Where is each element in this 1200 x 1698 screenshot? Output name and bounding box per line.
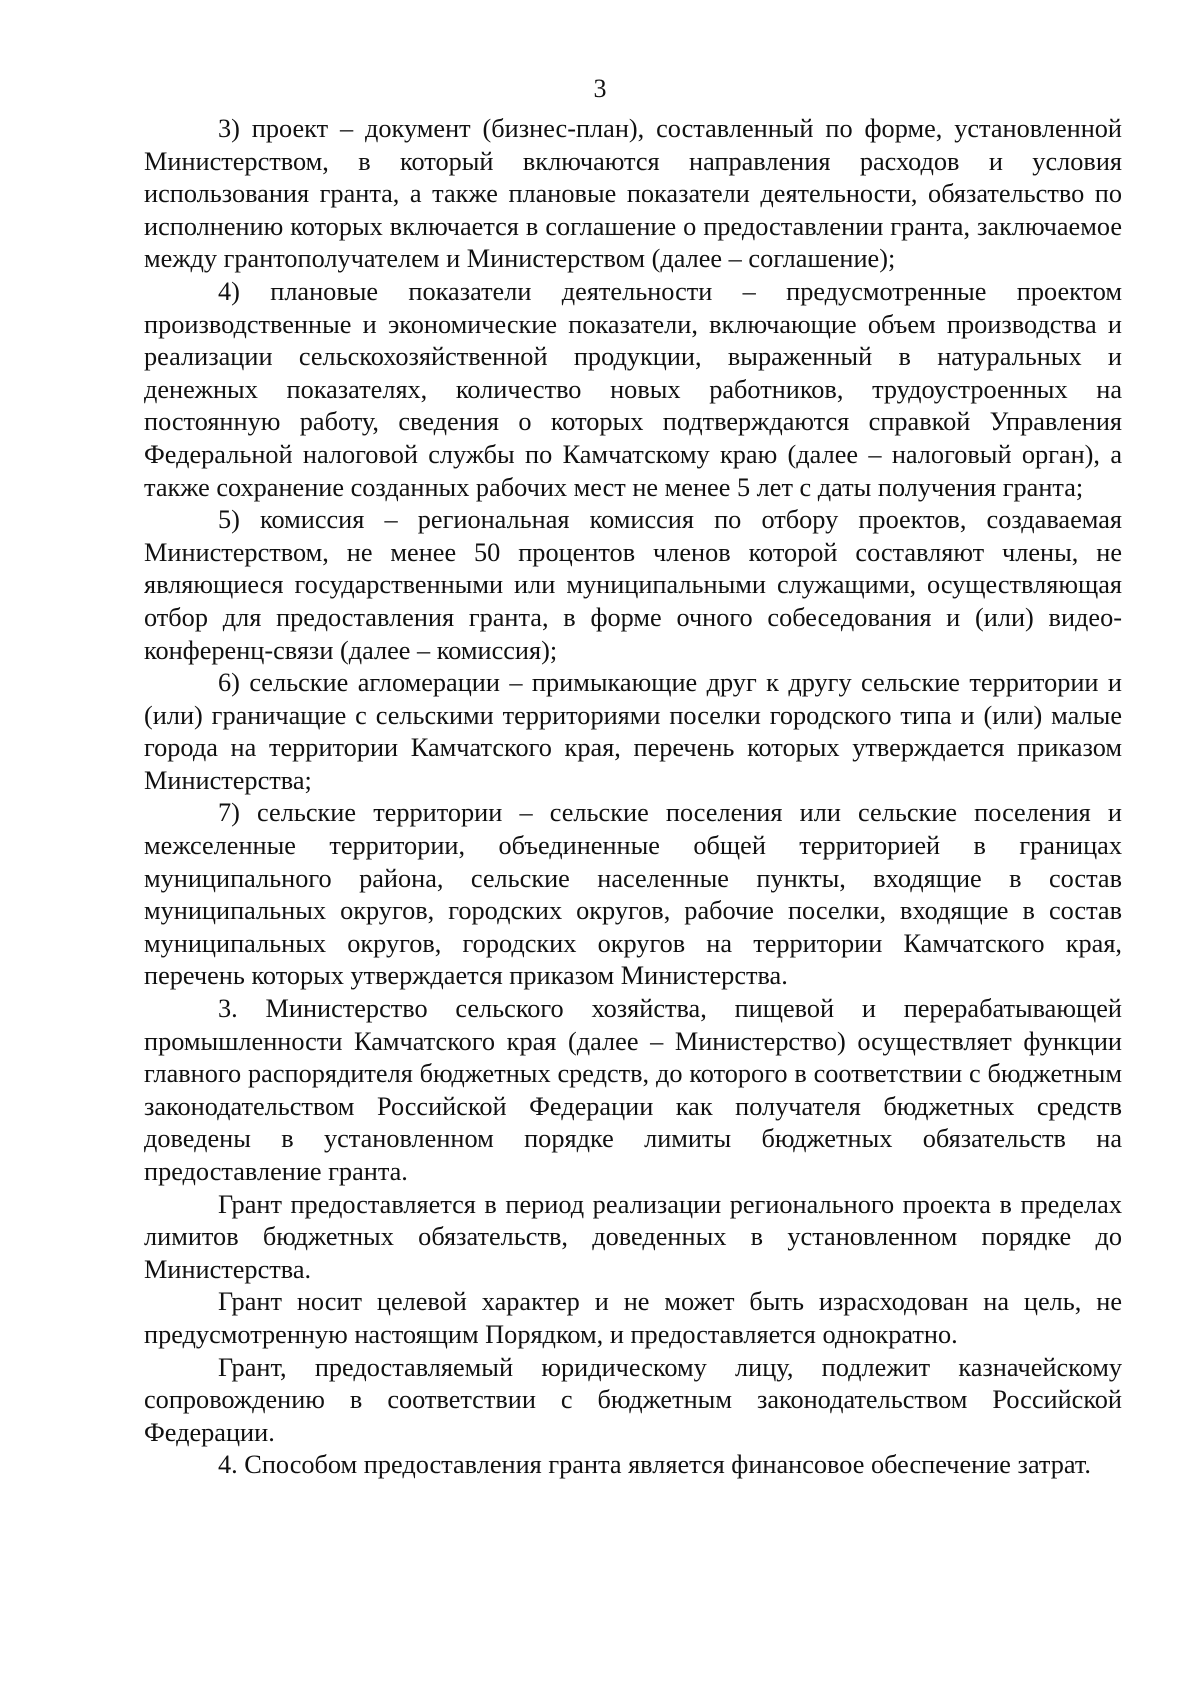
paragraph-definition-agglomerations: 6) сельские агломерации – примыкающие друг к другу сельские территории и (или) граничащие с сельскими территориями поселки городского типа и (или) малые города на территории Камчатского края, перечень которых утверждается приказом Министерства; [144,668,1122,795]
paragraph-definition-project: 3) проект – документ (бизнес-план), составленный по форме, установленной Министерством, в который включаются направления расходов и условия использования гранта, а также плановые показатели деятельности, обязательство по исполнению которых включается в соглашение о предоставлении гранта, заключаемое между грантополучателем и Министерством (далее – соглашение); [144,114,1122,274]
paragraph-definition-indicators: 4) плановые показатели деятельности – предусмотренные проектом производственные и экономические показатели, включающие объем производства и реализации сельскохозяйственной продукции, выраженный в натуральных и денежных показателях, количество новых работников, трудоустроенных на постоянную работу, сведения о которых подтверждаются справкой Управления Федеральной налоговой службы по Камчатскому краю (далее – налоговый орган), а также сохранение созданных рабочих мест не менее 5 лет с даты получения гранта; [144,276,1122,502]
paragraph-section-4: 4. Способом предоставления гранта является финансовое обеспечение затрат. [218,1450,1091,1480]
paragraph-grant-period: Грант предоставляется в период реализации регионального проекта в пределах лимитов бюджетных обязательств, доведенных в установленном порядке до Министерства. [144,1189,1122,1284]
paragraph-definition-rural-territories: 7) сельские территории – сельские поселения или сельские поселения и межселенные территории, объединенные общей территорией в границах муниципального района, сельские населенные пункты, входящие в состав муниципальных округов, городских округов, рабочие поселки, входящие в состав муниципальных округов, городских округов на территории Камчатского края, перечень которых утверждается приказом Министерства. [144,798,1122,991]
paragraph-grant-purpose: Грант носит целевой характер и не может быть израсходован на цель, не предусмотренную настоящим Порядком, и предоставляется однократно. [144,1287,1122,1349]
document-body [144,113,1122,1482]
paragraph-definition-commission: 5) комиссия – региональная комиссия по отбору проектов, создаваемая Министерством, не менее 50 процентов членов которой составляют члены, не являющиеся государственными или муниципальными служащими, осуществляющая отбор для предоставления гранта, в форме очного собеседования и (или) видео-конференц-связи (далее – комиссия); [144,505,1122,665]
page-number: 3 [593,74,607,103]
paragraph-grant-treasury: Грант, предоставляемый юридическому лицу, подлежит казначейскому сопровождению в соответствии с бюджетным законодательством Российской Федерации. [144,1352,1122,1447]
paragraph-section-3: 3. Министерство сельского хозяйства, пищевой и перерабатывающей промышленности Камчатского края (далее – Министерство) осуществляет функции главного распорядителя бюджетных средств, до которого в соответствии с бюджетным законодательством Российской Федерации как получателя бюджетных средств доведены в установленном порядке лимиты бюджетных обязательств на предоставление гранта. [144,994,1122,1186]
